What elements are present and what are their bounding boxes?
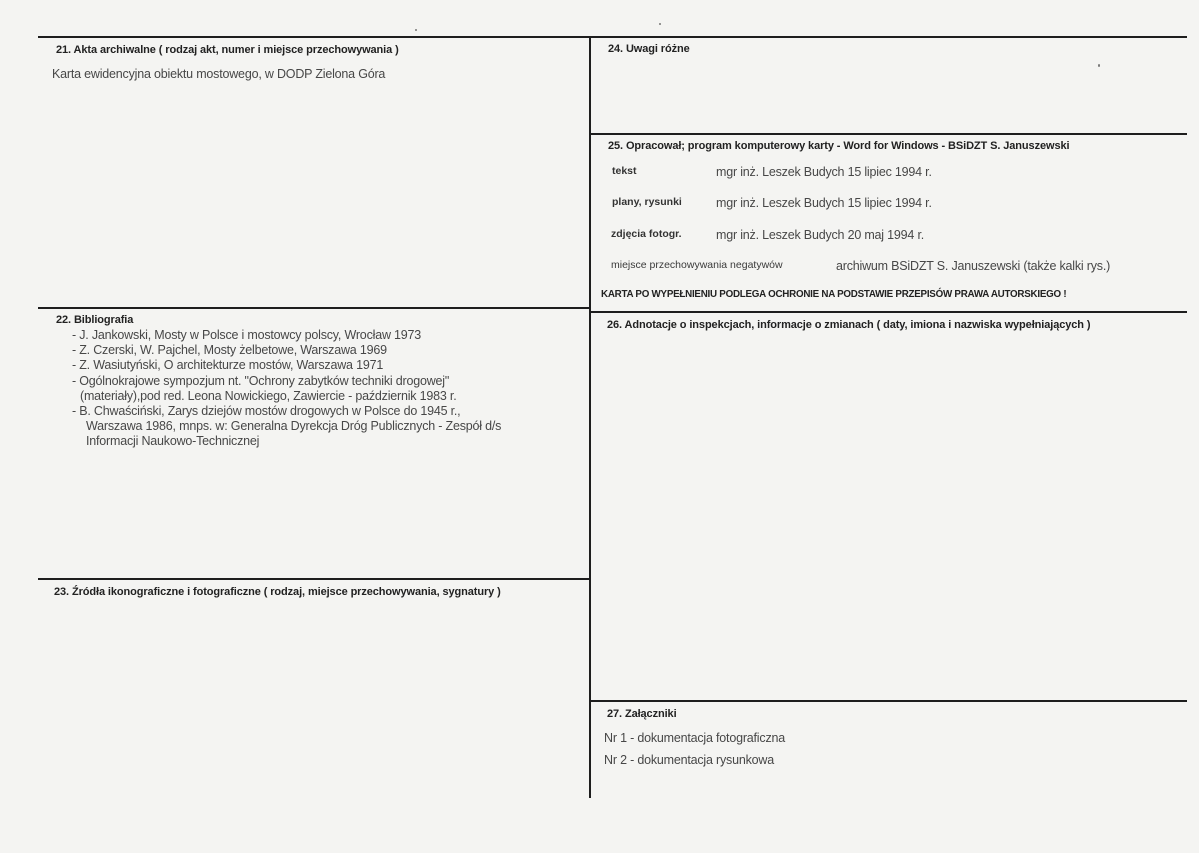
rule-left-23 [38, 578, 590, 580]
authorship-label-text: tekst [612, 165, 637, 177]
section-26-heading: 26. Adnotacje o inspekcjach, informacje o zmianach ( daty, imiona i nazwiska wypełniających ) [607, 319, 1091, 331]
attachment-item: Nr 2 - dokumentacja rysunkowa [604, 753, 774, 767]
authorship-value-photos: mgr inż. Leszek Budych 20 maj 1994 r. [716, 228, 924, 242]
attachment-item: Nr 1 - dokumentacja fotograficzna [604, 731, 785, 745]
center-divider [589, 36, 591, 798]
rule-right-27 [590, 700, 1187, 702]
scan-speck [1098, 64, 1100, 67]
scan-speck [415, 29, 417, 31]
bibliography-entry: - B. Chwaściński, Zarys dziejów mostów drogowych w Polsce do 1945 r., [72, 404, 461, 419]
rule-right-26 [590, 311, 1187, 313]
attachments-list [604, 727, 785, 771]
copyright-notice: KARTA PO WYPEŁNIENIU PODLEGA OCHRONIE NA PODSTAWIE PRZEPISÓW PRAWA AUTORSKIEGO ! [601, 289, 1067, 300]
bibliography-entry: - J. Jankowski, Mosty w Polsce i mostowcy polscy, Wrocław 1973 [72, 328, 422, 342]
scan-speck [659, 23, 661, 25]
bibliography-entry: - Z. Czerski, W. Pajchel, Mosty żelbetowe, Warszawa 1969 [72, 343, 387, 358]
bibliography-entry-continued: Warszawa 1986, mnps. w: Generalna Dyrekcja Dróg Publicznych - Zespół d/s [86, 419, 502, 434]
bibliography-entry: - Ogólnokrajowe sympozjum nt. "Ochrony zabytków techniki drogowej" [72, 373, 450, 388]
section-25-heading: 25. Opracował; program komputerowy karty - Word for Windows - BSiDZT S. Januszewski [608, 140, 1070, 152]
authorship-label-drawings: plany, rysunki [612, 196, 682, 208]
negatives-storage-label: miejsce przechowywania negatywów [611, 259, 783, 271]
negatives-storage-value: archiwum BSiDZT S. Januszewski (także kalki rys.) [836, 259, 1111, 273]
rule-right-25 [590, 133, 1187, 135]
section-24-heading: 24. Uwagi różne [608, 43, 690, 55]
authorship-value-text: mgr inż. Leszek Budych 15 lipiec 1994 r. [716, 165, 932, 179]
section-22-heading: 22. Bibliografia [56, 314, 134, 326]
bibliography-entry-continued: (materiały),pod red. Leona Nowickiego, Zawiercie - październik 1983 r. [80, 388, 457, 403]
authorship-label-photos: zdjęcia fotogr. [611, 228, 682, 240]
section-21-text: Karta ewidencyjna obiektu mostowego, w DODP Zielona Góra [52, 67, 386, 81]
bibliography-list [72, 328, 582, 450]
bibliography-entry: - Z. Wasiutyński, O architekturze mostów, Warszawa 1971 [72, 358, 384, 373]
section-21-heading: 21. Akta archiwalne ( rodzaj akt, numer i miejsce przechowywania ) [56, 44, 399, 56]
top-rule [38, 36, 1187, 38]
section-27-heading: 27. Załączniki [607, 708, 677, 720]
authorship-value-drawings: mgr inż. Leszek Budych 15 lipiec 1994 r. [716, 196, 932, 210]
section-23-heading: 23. Źródła ikonograficzne i fotograficzne ( rodzaj, miejsce przechowywania, sygnatury ) [54, 586, 501, 598]
bibliography-entry-continued: Informacji Naukowo-Technicznej [86, 434, 260, 449]
rule-left-22 [38, 307, 590, 309]
